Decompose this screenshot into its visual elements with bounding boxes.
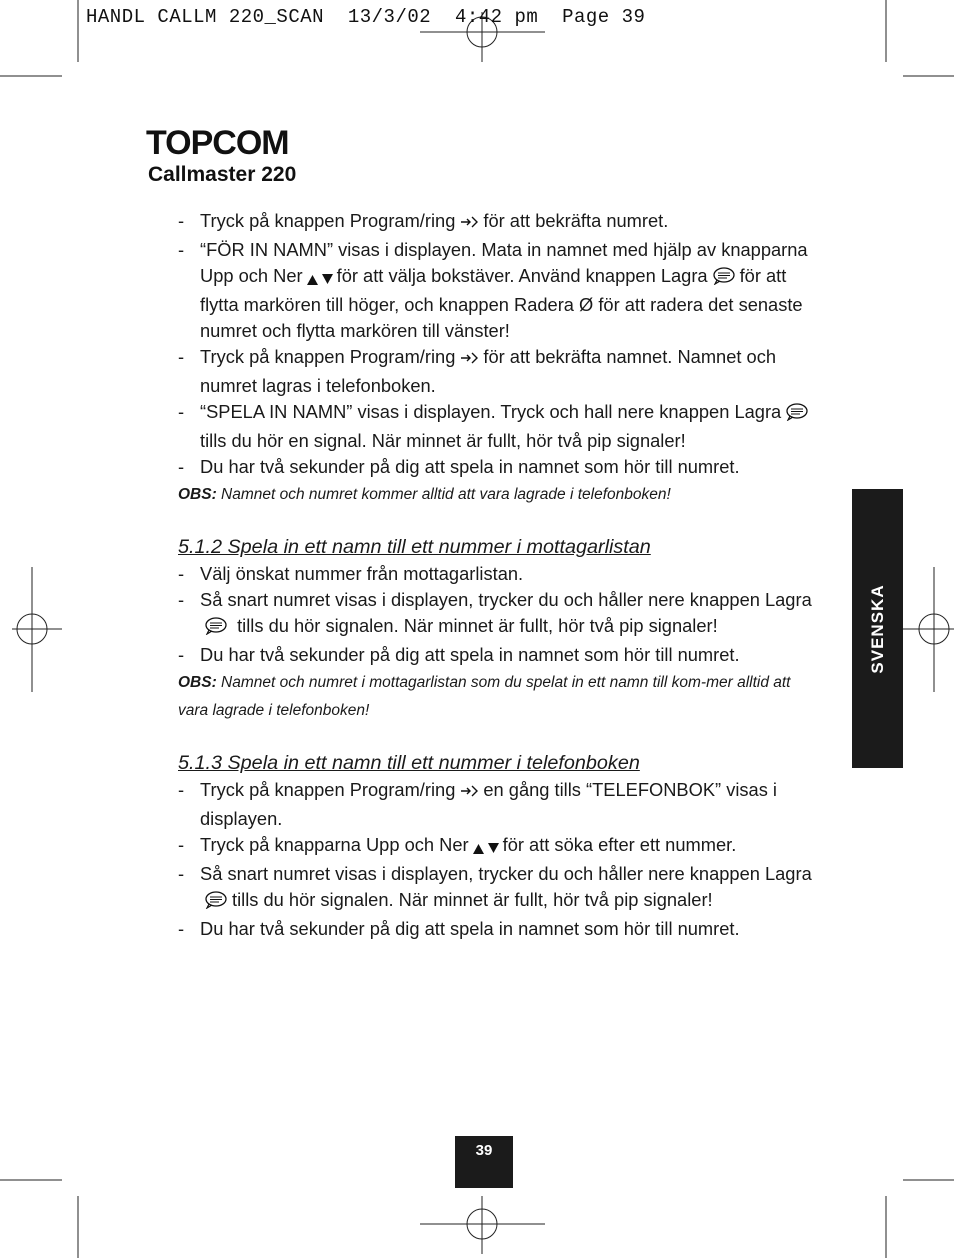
- section-c-list: [178, 777, 818, 942]
- section-heading: 5.1.3 Spela in ett namn till ett nummer i telefonboken: [178, 752, 640, 774]
- program-ring-icon: [459, 347, 479, 373]
- list-item: - “FÖR IN NAMN” visas i displayen. Mata in namnet med hjälp av knapparna Upp och Ner för att välja bokstäver. Använd knappen Lagra för att flytta markören till höger, och knappen Radera Ø för att radera det senaste numret och flytta markören till vänster!: [178, 237, 818, 344]
- brand-logo: [146, 120, 296, 160]
- page-content: [178, 208, 818, 942]
- list-item: - Du har två sekunder på dig att spela in namnet som hör till numret.: [178, 642, 818, 668]
- list-item: - Du har två sekunder på dig att spela in namnet som hör till numret.: [178, 916, 818, 942]
- brand-logo-text: TOPCOM: [146, 124, 289, 160]
- list-item: - Så snart numret visas i displayen, trycker du och håller nere knappen Lagra tills du hör signalen. När minnet är fullt, hör två pip signaler!: [178, 587, 818, 642]
- language-tab: [852, 489, 903, 768]
- language-tab-label: SVENSKA: [867, 583, 887, 674]
- section-b-list: [178, 561, 818, 668]
- note: OBS: Namnet och numret i mottagarlistan som du spelat in ett namn till kom-mer alltid att vara lagrade i telefonboken!: [178, 674, 791, 719]
- down-arrow-icon: [488, 835, 499, 861]
- store-icon: [785, 402, 809, 428]
- note-label: OBS:: [178, 486, 217, 503]
- list-item: - “SPELA IN NAMN” visas i displayen. Tryck och hall nere knappen Lagratills du hör en signal. När minnet är fullt, hör två pip signaler!: [178, 399, 818, 454]
- list-item: - Tryck på knappen Program/ring en gång tills “TELEFONBOK” visas i displayen.: [178, 777, 818, 832]
- list-item: - Välj önskat nummer från mottagarlistan.: [178, 561, 818, 587]
- page-number: 39: [455, 1136, 513, 1188]
- program-ring-icon: [459, 780, 479, 806]
- store-icon: [204, 890, 228, 916]
- print-slug: HANDL CALLM 220_SCAN 13/3/02 4:42 pm Page 39: [86, 6, 646, 28]
- section-heading: 5.1.2 Spela in ett namn till ett nummer i mottagarlistan: [178, 536, 651, 558]
- store-icon: [204, 616, 228, 642]
- up-arrow-icon: [473, 835, 484, 861]
- list-item: - Tryck på knappen Program/ring för att bekräfta numret.: [178, 208, 818, 237]
- list-item: - Tryck på knappen Program/ring för att bekräfta namnet. Namnet och numret lagras i telefonboken.: [178, 344, 818, 399]
- list-item: - Tryck på knapparna Upp och Ner för att söka efter ett nummer.: [178, 832, 818, 861]
- product-title: Callmaster 220: [148, 163, 297, 186]
- section-a-list: [178, 208, 818, 480]
- list-item: - Du har två sekunder på dig att spela in namnet som hör till numret.: [178, 454, 818, 480]
- program-ring-icon: [459, 211, 479, 237]
- down-arrow-icon: [322, 266, 333, 292]
- up-arrow-icon: [307, 266, 318, 292]
- note: OBS: Namnet och numret kommer alltid att vara lagrade i telefonboken!: [178, 486, 671, 503]
- note-label: OBS:: [178, 674, 217, 691]
- store-icon: [712, 266, 736, 292]
- list-item: - Så snart numret visas i displayen, trycker du och håller nere knappen Lagratills du hör signalen. När minnet är fullt, hör två pip signaler!: [178, 861, 818, 916]
